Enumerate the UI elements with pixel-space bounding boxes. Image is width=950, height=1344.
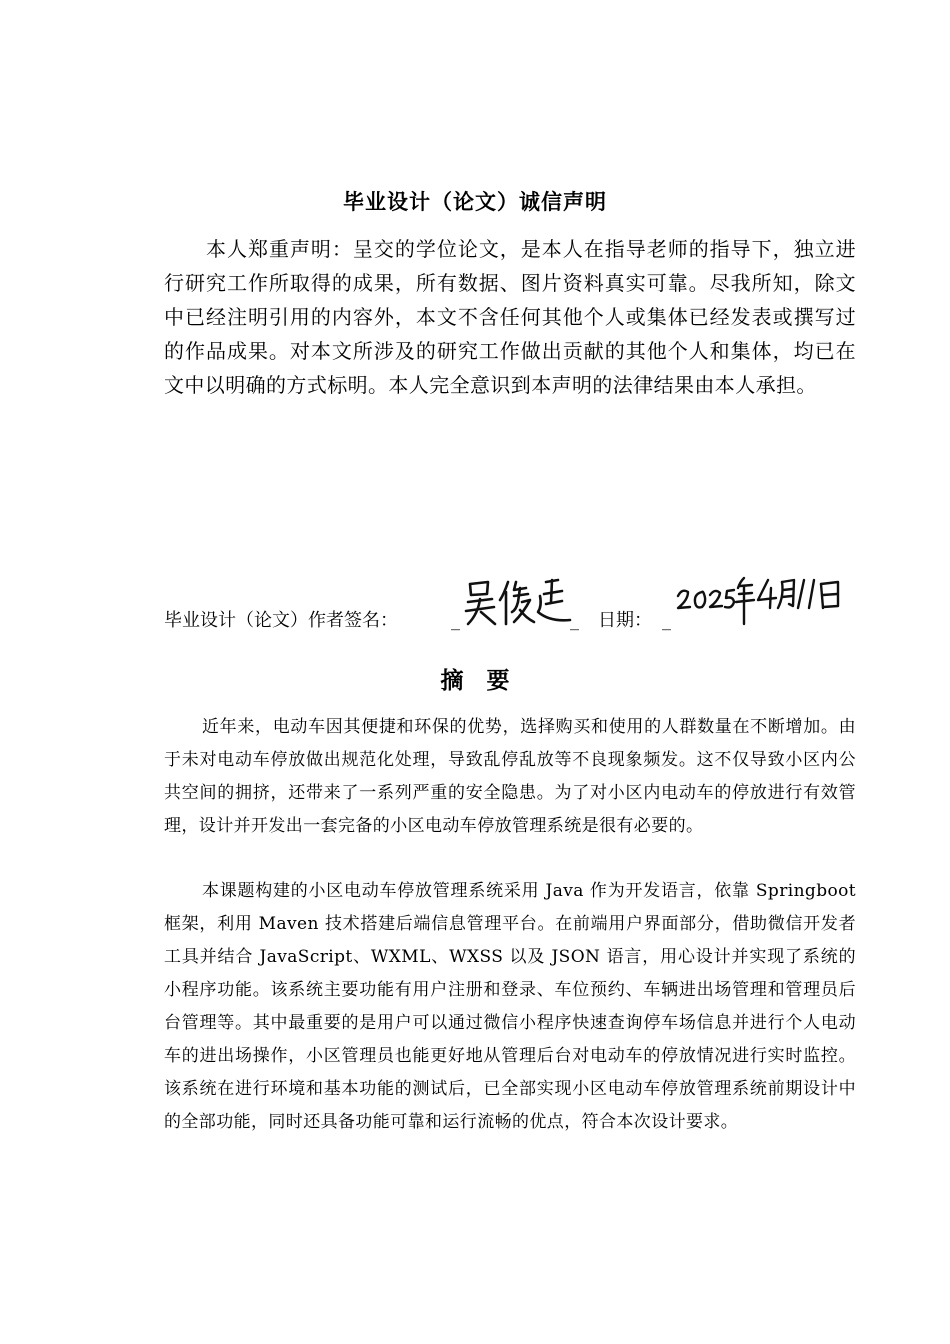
author-signature-label: 毕业设计（论文）作者签名： bbox=[164, 610, 398, 631]
author-handwritten-signature bbox=[462, 574, 574, 630]
date-label: 日期： bbox=[598, 610, 652, 631]
signature-underline-right: _ bbox=[570, 610, 579, 631]
declaration-body: 本人郑重声明：呈交的学位论文，是本人在指导老师的指导下，独立进行研究工作所取得的成果，所有数据、图片资料真实可靠。尽我所知，除文中已经注明引用的内容外，本文不含任何其他个人或集体已经发表或撰写过的作品成果。对本文所涉及的研究工作做出贡献的其他个人和集体，均已在文中以明确的方式标明。本人完全意识到本声明的法律结果由本人承担。 bbox=[164, 237, 856, 397]
handwritten-date bbox=[676, 574, 850, 628]
date-underline: _ bbox=[662, 610, 671, 631]
declaration-title: 毕业设计（论文）诚信声明 bbox=[343, 190, 607, 214]
signature-underline-left: _ bbox=[451, 610, 460, 631]
abstract-paragraph-2: 本课题构建的小区电动车停放管理系统采用 Java 作为开发语言，依靠 Springboot 框架，利用 Maven 技术搭建后端信息管理平台。在前端用户界面部分，借助微信开发者工具并结合 JavaScript、WXML、WXSS 以及 JSON 语言，用心设计并实现了系统的小程序功能。该系统主要功能有用户注册和登录、车位预约、车辆进出场管理和管理员后台管理等。其中最重要的是用户可以通过微信小程序快速查询停车场信息并进行个人电动车的进出场操作，小区管理员也能更好地从管理后台对电动车的停放情况进行实时监控。该系统在进行环境和基本功能的测试后，已全部实现小区电动车停放管理系统前期设计中的全部功能，同时还具备功能可靠和运行流畅的优点，符合本次设计要求。 bbox=[164, 881, 856, 1132]
abstract-paragraph-1: 近年来，电动车因其便捷和环保的优势，选择购买和使用的人群数量在不断增加。由于未对电动车停放做出规范化处理，导致乱停乱放等不良现象频发。这不仅导致小区内公共空间的拥挤，还带来了一系列严重的安全隐患。为了对小区内电动车的停放进行有效管理，设计并开发出一套完备的小区电动车停放管理系统是很有必要的。 bbox=[164, 717, 856, 836]
abstract-title: 摘 要 bbox=[440, 668, 510, 694]
